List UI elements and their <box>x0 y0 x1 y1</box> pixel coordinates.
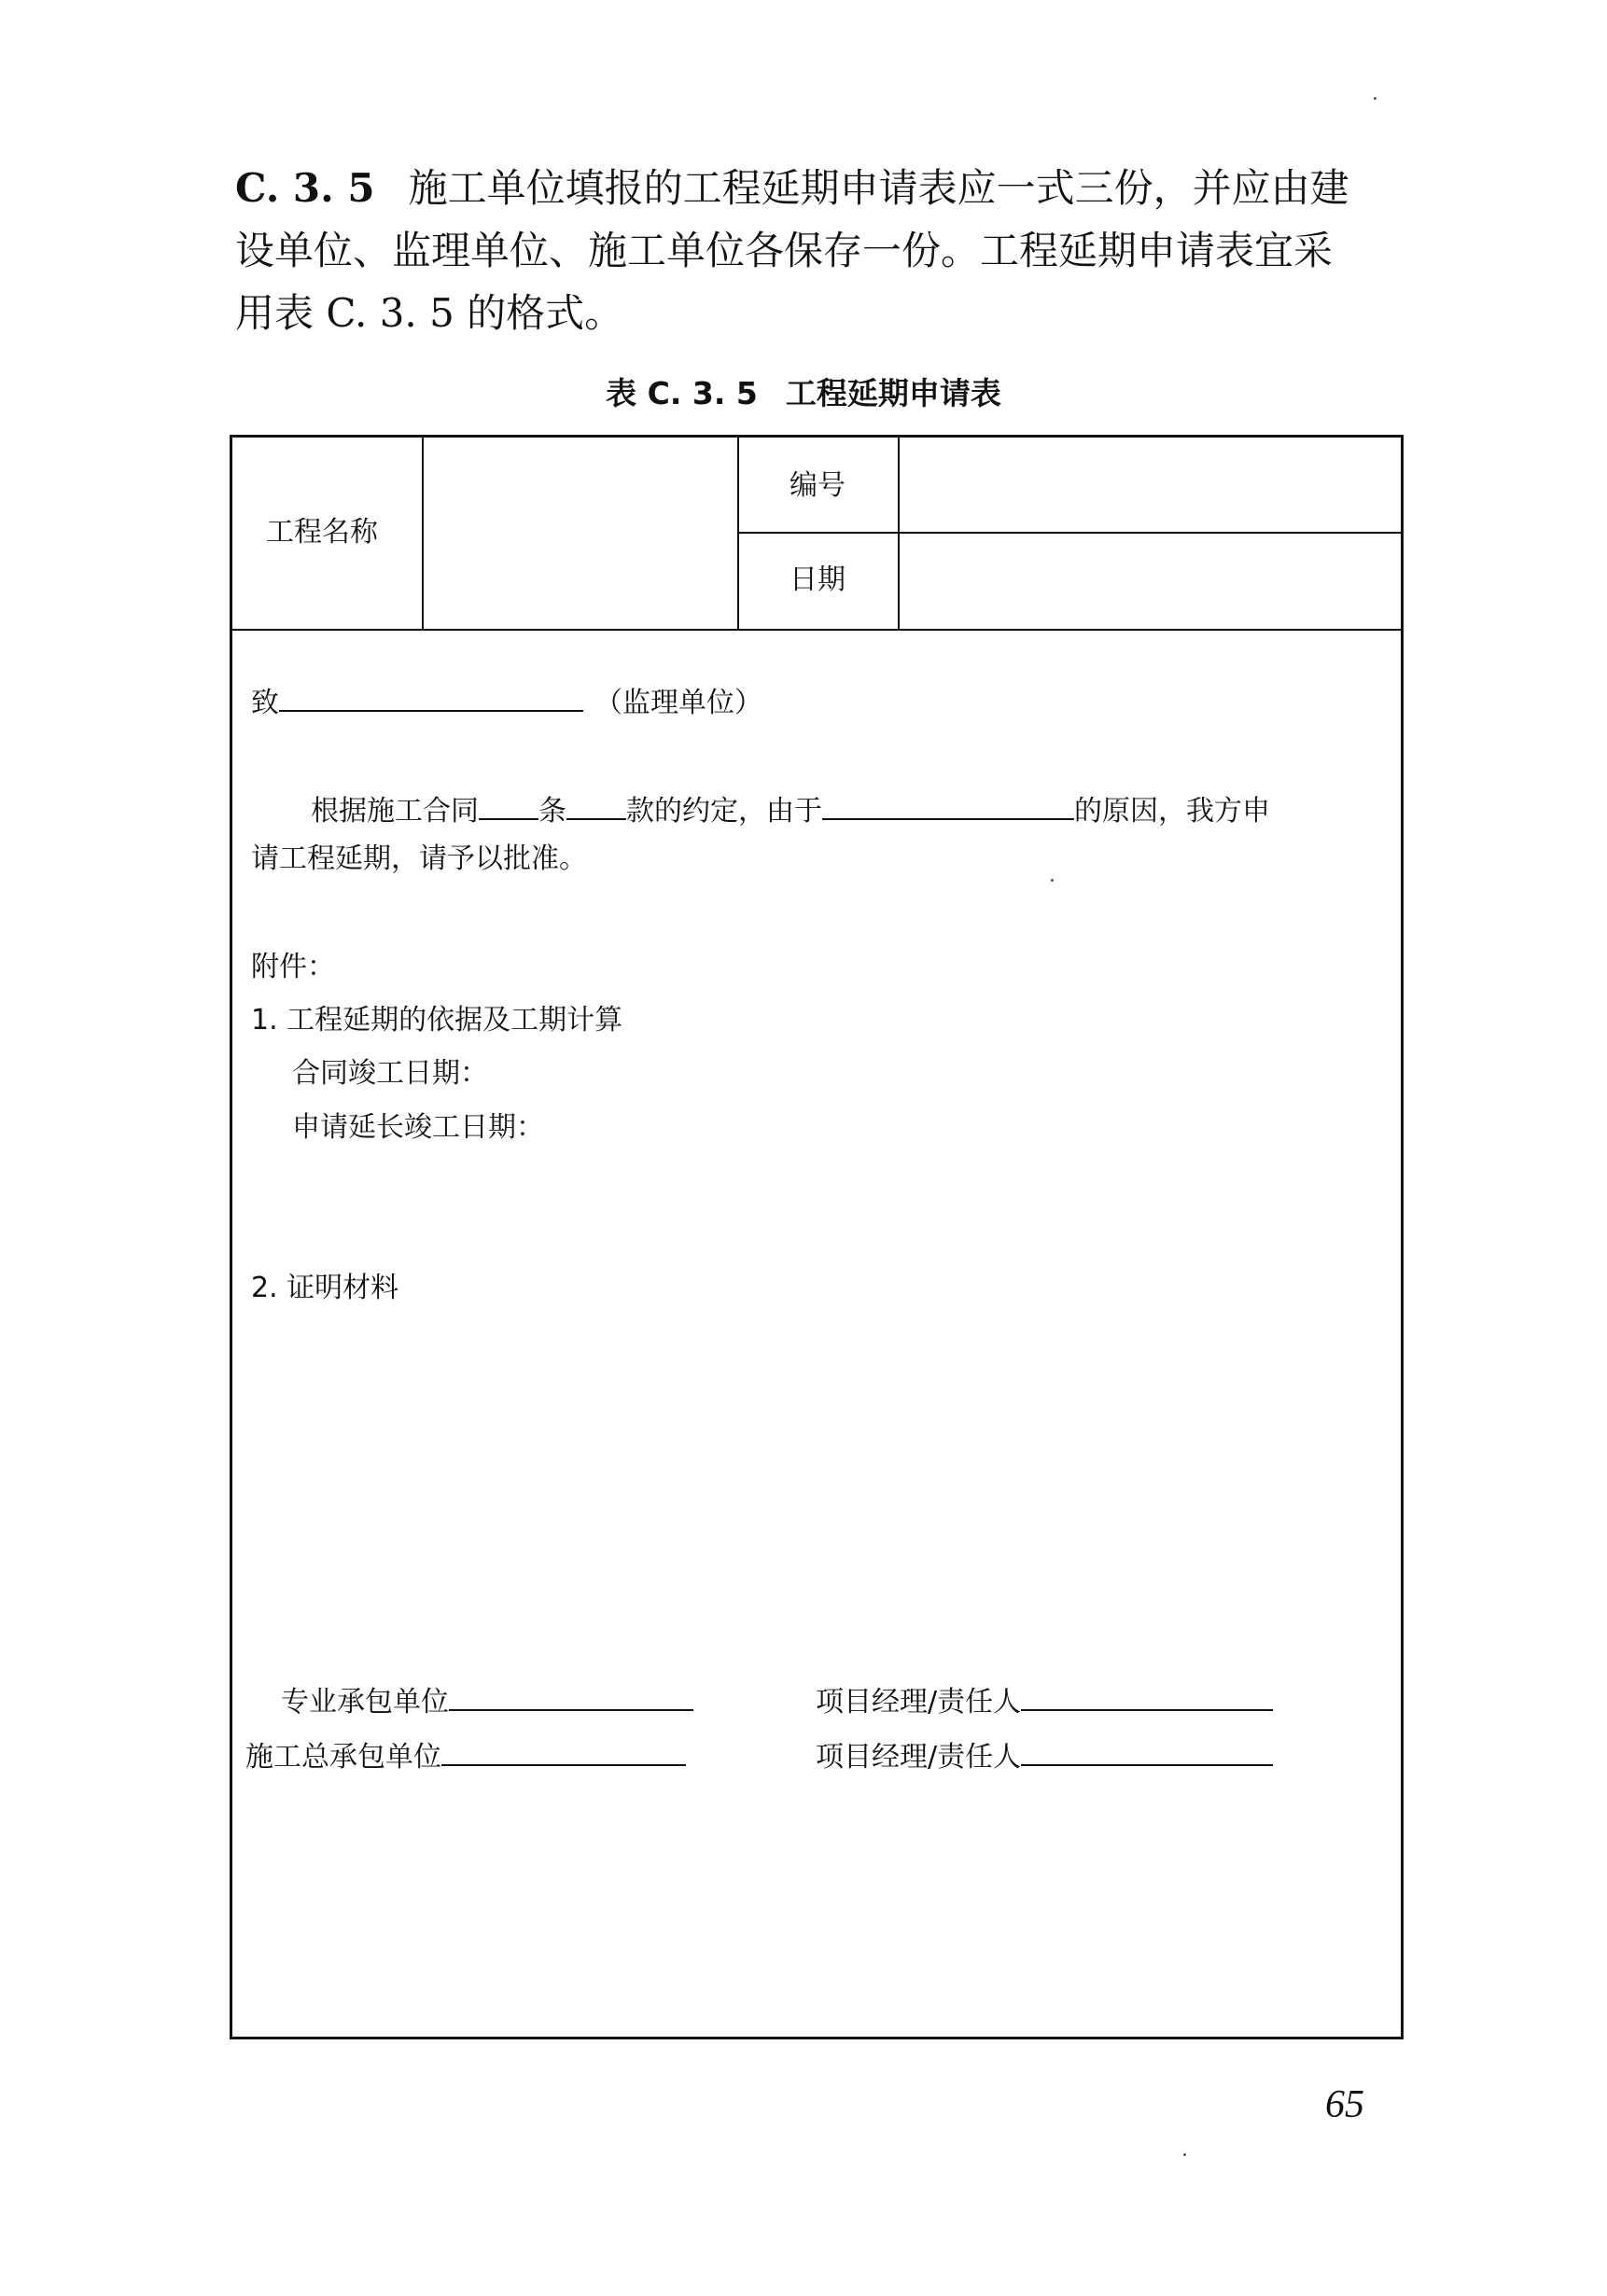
intro-line-1: C. 3. 5 施工单位填报的工程延期申请表应一式三份，并应由建 <box>235 165 1349 211</box>
request-line-1: 根据施工合同 条 款的约定，由于 的原因，我方申 <box>311 790 1270 830</box>
date-label: 日期 <box>790 564 845 596</box>
specialty-contractor-blank[interactable] <box>449 1681 693 1711</box>
table-title: 工程延期申请表 <box>785 375 1001 411</box>
project-manager-line-2: 项目经理/责任人 <box>816 1736 1273 1776</box>
addressee-line <box>251 682 762 722</box>
to-suffix: （监理单位） <box>594 687 762 719</box>
page-number: 65 <box>1325 2083 1364 2126</box>
intro-line-3: 用表 C. 3. 5 的格式。 <box>235 290 624 336</box>
clause-article-blank[interactable] <box>479 790 538 820</box>
contract-completion-date: 合同竣工日期： <box>292 1057 488 1090</box>
header-bottom-line <box>232 629 1401 631</box>
clause-item-blank[interactable] <box>566 790 626 820</box>
to-prefix: 致 <box>251 687 279 719</box>
project-manager-line-1: 项目经理/责任人 <box>816 1681 1273 1721</box>
project-name-label: 工程名称 <box>266 516 378 549</box>
project-manager-blank-2[interactable] <box>1021 1736 1273 1766</box>
scan-speck <box>1051 879 1054 882</box>
attachment-item-2: 2. 证明材料 <box>251 1272 399 1304</box>
project-manager-blank-1[interactable] <box>1021 1681 1273 1711</box>
scan-speck <box>1374 97 1376 100</box>
general-contractor-blank[interactable] <box>441 1736 686 1766</box>
project-name-field[interactable] <box>438 514 718 551</box>
supervision-unit-blank[interactable] <box>279 682 583 712</box>
section-number: C. 3. 5 <box>235 165 375 211</box>
serial-number-label: 编号 <box>790 469 845 502</box>
header-divider-1 <box>422 438 424 629</box>
specialty-contractor-line: 专业承包单位 <box>281 1681 693 1721</box>
date-field[interactable] <box>914 562 1380 599</box>
serial-number-field[interactable] <box>914 467 1380 505</box>
reason-blank[interactable] <box>822 790 1074 820</box>
attachments-label: 附件： <box>251 951 335 983</box>
application-form <box>230 435 1404 2039</box>
table-caption <box>0 369 1607 413</box>
intro-paragraph <box>235 157 1411 344</box>
table-number: 表 C. 3. 5 <box>606 375 758 411</box>
header-mid-line <box>737 532 1401 534</box>
intro-line-2: 设单位、监理单位、施工单位各保存一份。工程延期申请表宜采 <box>235 228 1334 273</box>
request-line-2: 请工程延期，请予以批准。 <box>251 842 587 875</box>
attachment-item-1: 1. 工程延期的依据及工期计算 <box>251 1004 623 1037</box>
extended-completion-date: 申请延长竣工日期： <box>292 1111 544 1144</box>
scan-speck <box>1183 2153 1186 2156</box>
general-contractor-line: 施工总承包单位 <box>245 1736 686 1776</box>
